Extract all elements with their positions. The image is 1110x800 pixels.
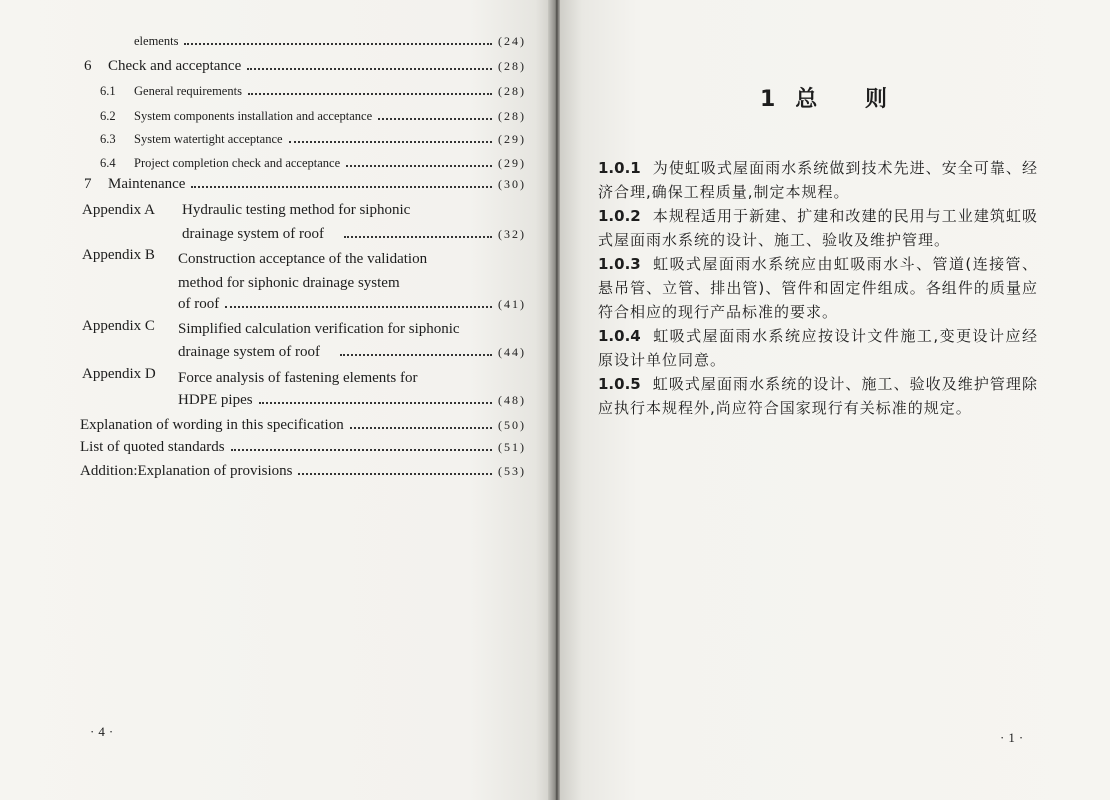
toc-leader [231,449,492,451]
toc-entry-page: (30) [498,177,526,191]
toc-entry-page: (29) [498,132,526,146]
toc-appendix-label: Appendix B [82,247,155,263]
clause [598,156,1038,204]
toc-leader [350,427,492,429]
clause-text: 虹吸式屋面雨水系统的设计、施工、验收及维护管理除应执行本规程外,尚应符合国家现行有关标准的规定。 [598,375,1038,417]
toc-appendix-label: Appendix C [82,318,155,334]
toc-entry [100,156,526,171]
toc-leader [346,165,492,167]
toc-entry-page: (29) [498,156,526,170]
toc-entry-number: 6.3 [100,132,116,146]
toc-entry-title-line: Force analysis of fastening elements for [178,370,418,386]
clause-text: 虹吸式屋面雨水系统应按设计文件施工,变更设计应经原设计单位同意。 [598,327,1038,369]
toc-entry-title: elements [134,34,179,48]
toc-entry [178,344,526,361]
toc-entry-title-line: Hydraulic testing method for siphonic [182,202,411,218]
toc-leader [247,68,492,70]
clause-text: 为使虹吸式屋面雨水系统做到技术先进、安全可靠、经济合理,确保工程质量,制定本规程。 [598,159,1038,201]
toc-entry-number: 6.4 [100,156,116,170]
toc-leader [344,236,492,238]
toc-entry [134,34,526,49]
toc-entry-title-line: HDPE pipes [178,392,253,408]
clause [598,204,1038,252]
toc-entry-title-line: of roof [178,296,220,312]
toc-entry [178,392,526,409]
toc-entry-page: (44) [498,345,526,359]
toc-entry-title-line: drainage system of roof [182,226,325,242]
toc-entry-page: (41) [498,297,526,311]
clause-text: 本规程适用于新建、扩建和改建的民用与工业建筑虹吸式屋面雨水系统的设计、施工、验收及维护管理。 [598,207,1038,249]
left-page [0,0,552,800]
toc-entry-title-line: drainage system of roof [178,344,321,360]
toc-entry [182,226,526,243]
toc-entry [80,417,526,434]
clause [598,252,1038,324]
toc-entry-page: (48) [498,393,526,407]
toc-leader [340,354,492,356]
toc-entry-title: Addition:Explanation of provisions [80,463,293,479]
toc-entry [80,439,526,456]
toc-entry-number: 6.2 [100,109,116,123]
clause [598,372,1038,420]
clause-number: 1.0.5 [598,375,641,393]
clause-number: 1.0.3 [598,255,641,273]
toc-entry [100,132,526,147]
toc-entry-number: 6.1 [100,84,116,98]
toc-entry-page: (28) [498,109,526,123]
clause [598,324,1038,372]
toc-entry [178,296,526,313]
toc-entry-number: 6 [84,58,92,74]
toc-entry [100,84,526,99]
toc-leader [184,43,492,45]
toc-entry [100,109,526,124]
toc-entry-title: General requirements [134,84,242,98]
toc-leader [248,93,492,95]
toc-entry-page: (24) [498,34,526,48]
page-number-right: ·1· [1000,730,1028,745]
toc-leader [191,186,492,188]
toc-entry-title: List of quoted standards [80,439,225,455]
toc-entry-title: System components installation and acceptance [134,109,373,123]
chapter-title: 1总 则 [760,87,907,112]
toc-entry-page: (28) [498,84,526,98]
toc-entry-title: Project completion check and acceptance [134,156,341,170]
toc-entry-title-line: method for siphonic drainage system [178,275,400,291]
toc-entry [80,463,526,480]
toc-entry-title-line: Simplified calculation verification for siphonic [178,321,460,337]
toc-leader [259,402,492,404]
toc-appendix-label: Appendix D [82,366,156,382]
toc-appendix-label: Appendix A [82,202,155,218]
toc-entry-page: (51) [498,440,526,454]
toc-leader [289,141,492,143]
toc-entry [84,58,526,75]
toc-entry-page: (53) [498,464,526,478]
toc-entry-page: (32) [498,227,526,241]
toc-entry [84,176,526,193]
clause-number: 1.0.1 [598,159,641,177]
clause-text: 虹吸式屋面雨水系统应由虹吸雨水斗、管道(连接管、悬吊管、立管、排出管)、管件和固定件组成。各组件的质量应符合相应的现行产品标准的要求。 [598,255,1038,321]
clause-number: 1.0.2 [598,207,641,225]
toc-entry-title: Explanation of wording in this specification [80,417,344,433]
toc-entry-page: (50) [498,418,526,432]
page-number-left: ·4· [90,724,118,739]
toc-leader [378,118,492,120]
toc-leader [225,306,492,308]
clause-number: 1.0.4 [598,327,641,345]
toc-entry-number: 7 [84,176,92,192]
toc-entry-title-line: Construction acceptance of the validation [178,251,428,267]
toc-leader [298,473,492,475]
toc-entry-page: (28) [498,59,526,73]
toc-entry-title: Check and acceptance [108,58,242,74]
toc-entry-title: Maintenance [108,176,186,192]
toc-entry-title: System watertight acceptance [134,132,283,146]
